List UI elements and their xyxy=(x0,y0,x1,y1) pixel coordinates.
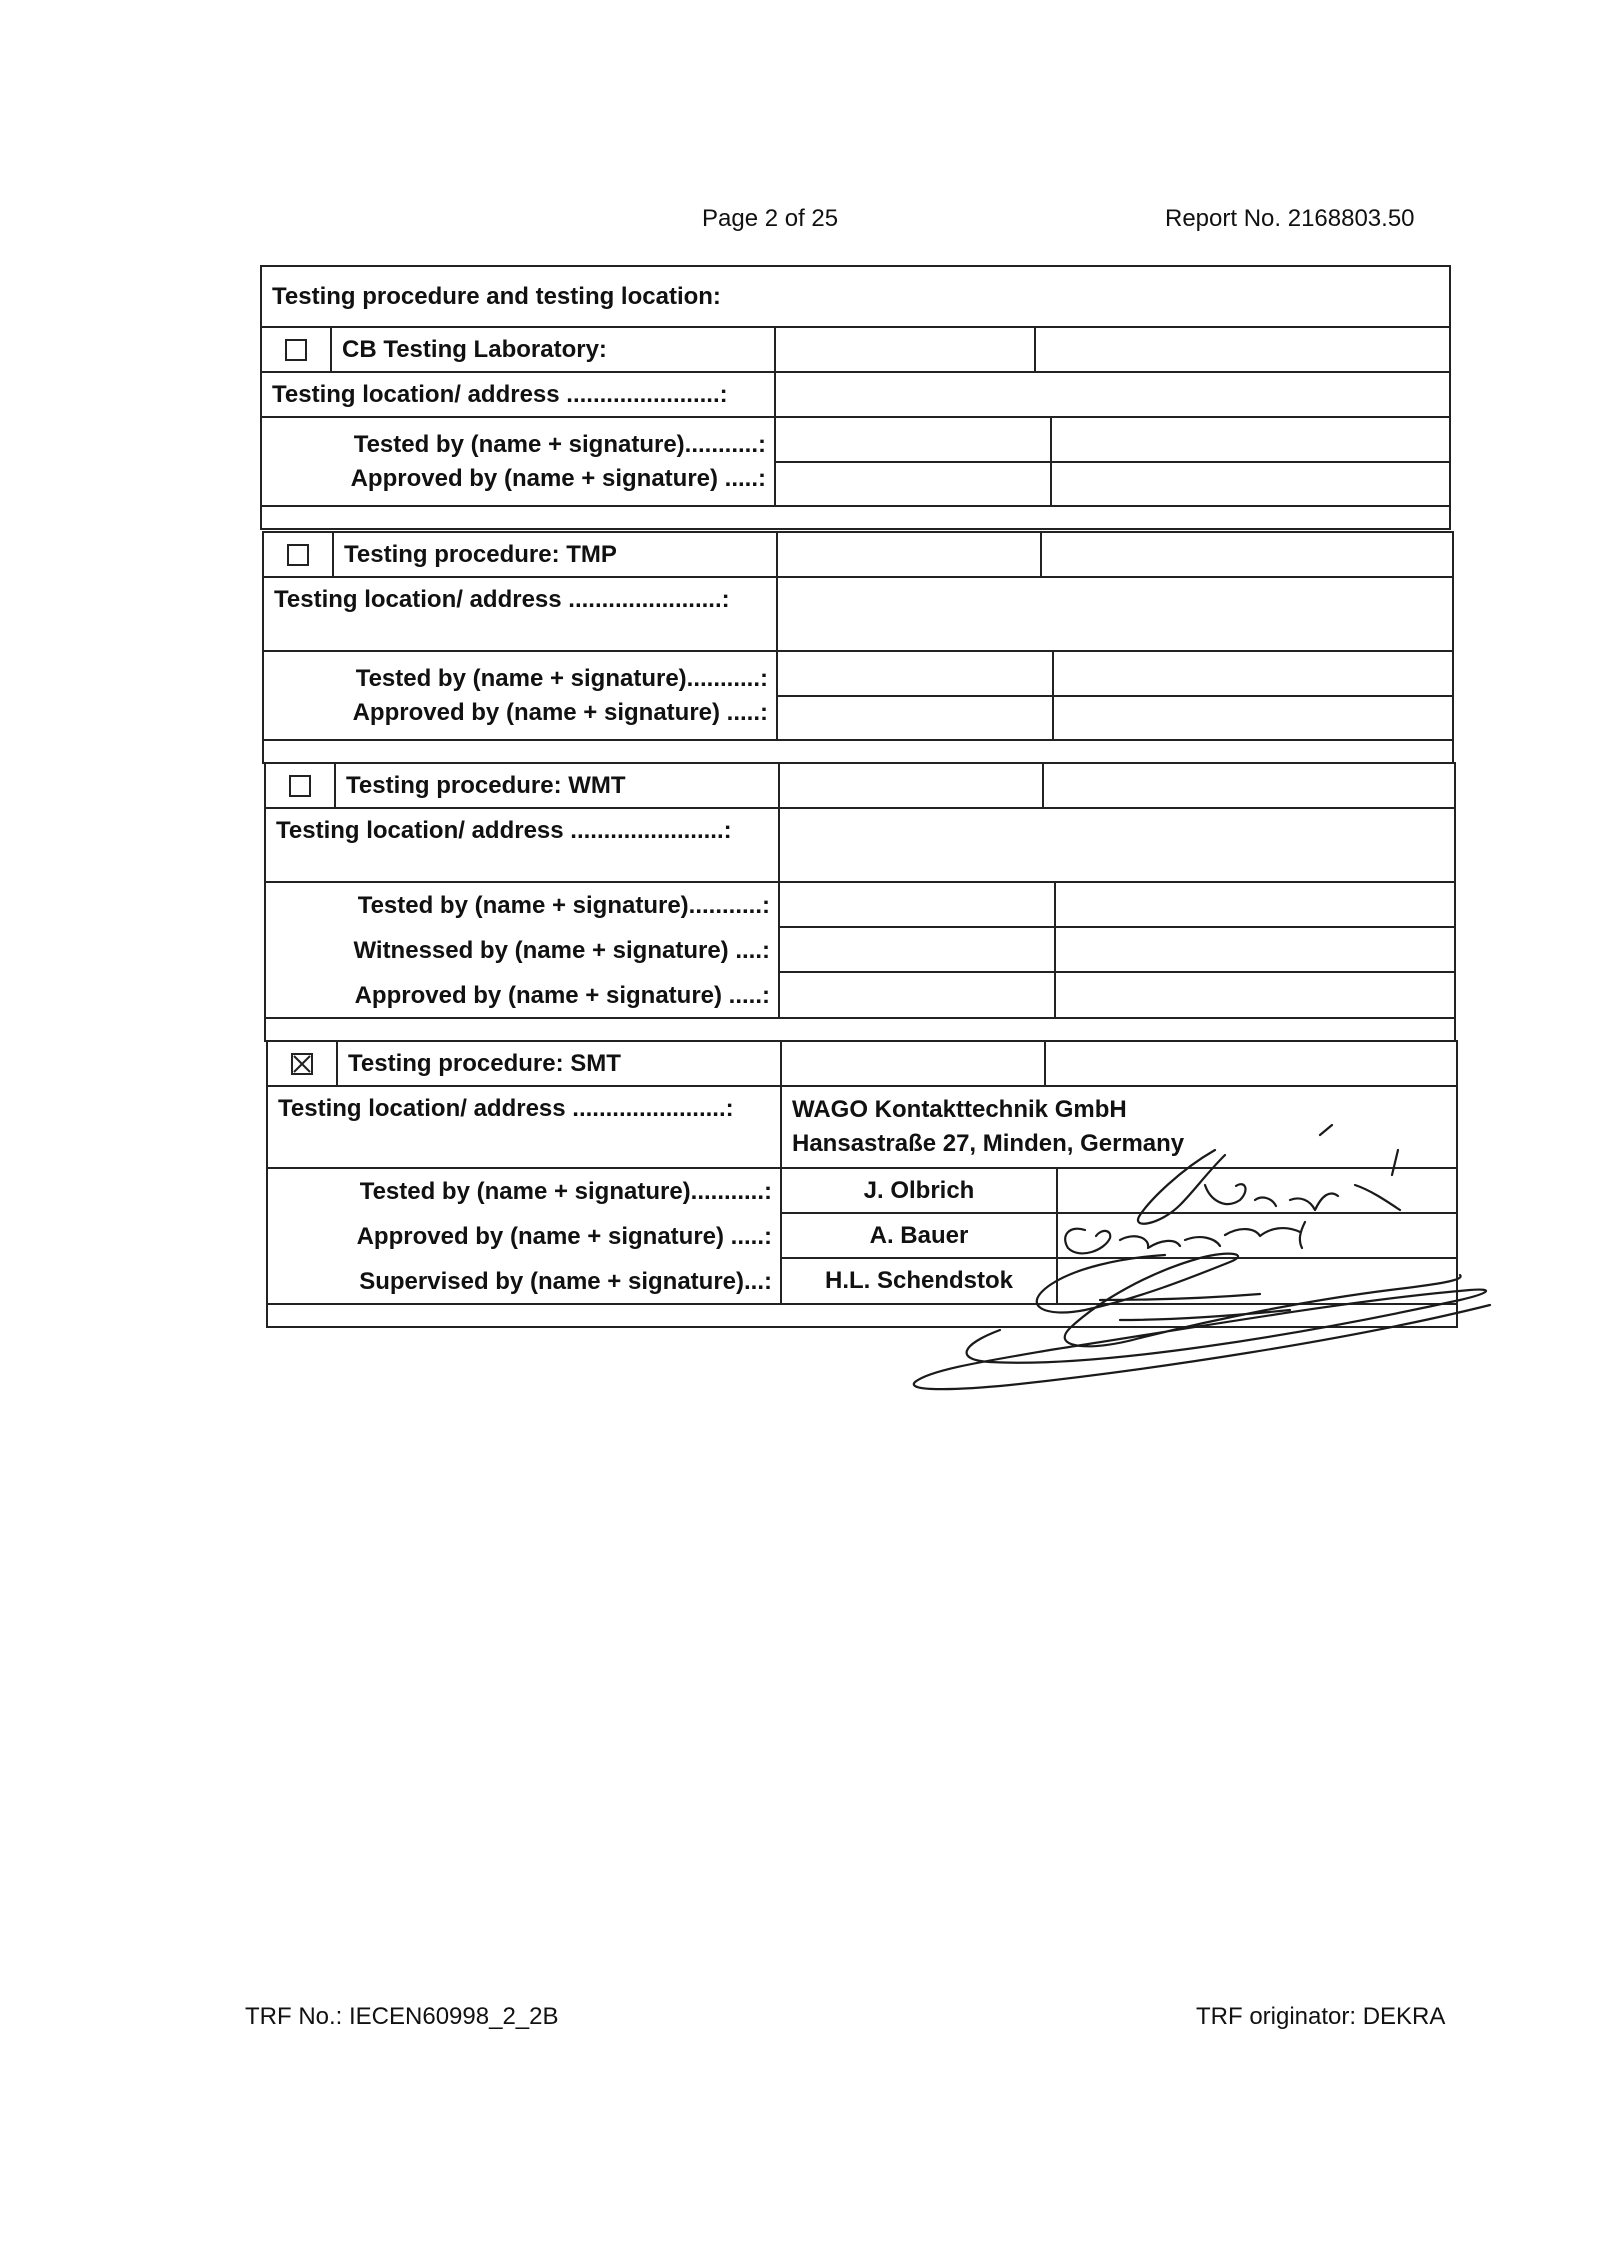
cb-approved-name[interactable] xyxy=(774,461,1052,507)
cb-checkbox-cell xyxy=(260,326,332,373)
cb-heading-value[interactable] xyxy=(774,326,1451,373)
wmt-approved-name[interactable] xyxy=(778,971,1056,1019)
smt-signers-label-cell xyxy=(266,1167,782,1305)
smt-heading: Testing procedure: SMT xyxy=(348,1049,621,1077)
cb-location-label-cell xyxy=(260,371,776,418)
cb-location-label: Testing location/ address .......................: xyxy=(272,380,728,408)
smt-tested-signature[interactable] xyxy=(1056,1167,1458,1214)
smt-approved-label: Approved by (name + signature) .....: xyxy=(356,1222,772,1250)
trf-number: TRF No.: IECEN60998_2_2B xyxy=(245,2003,559,2030)
smt-tested-name-text: J. Olbrich xyxy=(863,1176,975,1204)
smt-location-line1: WAGO Kontakttechnik GmbH xyxy=(792,1096,1127,1123)
tmp-signers-label-cell xyxy=(262,650,778,741)
cb-approved-label: Approved by (name + signature) .....: xyxy=(350,464,766,492)
tmp-spacer-row xyxy=(262,739,1454,764)
tmp-heading-value[interactable] xyxy=(776,531,1454,578)
wmt-spacer-row xyxy=(264,1017,1456,1042)
smt-checkbox-cell xyxy=(266,1040,338,1087)
tmp-heading: Testing procedure: TMP xyxy=(344,540,617,568)
smt-location-value[interactable] xyxy=(780,1085,1458,1169)
smt-supervised-name-text: H.L. Schendstok xyxy=(824,1267,1014,1294)
wmt-witnessed-name[interactable] xyxy=(778,926,1056,973)
smt-approved-signature[interactable] xyxy=(1056,1212,1458,1259)
tmp-approved-label: Approved by (name + signature) .....: xyxy=(352,698,768,726)
tmp-checkbox[interactable] xyxy=(287,544,309,566)
smt-tested-label: Tested by (name + signature)...........: xyxy=(359,1177,772,1205)
wmt-heading-value[interactable] xyxy=(778,762,1456,809)
wmt-tested-signature[interactable] xyxy=(1054,881,1456,928)
smt-spacer-row xyxy=(266,1303,1458,1328)
checkbox-cross-icon xyxy=(293,1055,311,1073)
smt-approved-name-text: A. Bauer xyxy=(869,1221,969,1249)
wmt-tested-name[interactable] xyxy=(778,881,1056,928)
tmp-location-label: Testing location/ address .......................: xyxy=(274,586,730,613)
form-title-text: Testing procedure and testing location: xyxy=(272,282,721,310)
wmt-signers-label-cell xyxy=(264,881,780,1019)
trf-originator: TRF originator: DEKRA xyxy=(1196,2003,1446,2030)
smt-supervised-signature[interactable] xyxy=(1056,1257,1458,1305)
smt-location-label-cell xyxy=(266,1085,782,1169)
wmt-location-value[interactable] xyxy=(778,807,1456,883)
cb-signers-label-cell xyxy=(260,416,776,507)
tmp-tested-signature[interactable] xyxy=(1052,650,1454,697)
wmt-tested-label: Tested by (name + signature)...........: xyxy=(357,891,770,919)
smt-tested-name[interactable] xyxy=(780,1167,1058,1214)
wmt-heading: Testing procedure: WMT xyxy=(346,771,626,799)
smt-location-line2: Hansastraße 27, Minden, Germany xyxy=(792,1130,1185,1157)
tmp-checkbox-cell xyxy=(262,531,334,578)
cb-checkbox[interactable] xyxy=(285,339,307,361)
cb-approved-signature[interactable] xyxy=(1050,461,1451,507)
smt-heading-value[interactable] xyxy=(780,1040,1458,1087)
wmt-witnessed-label: Witnessed by (name + signature) ....: xyxy=(353,936,770,964)
wmt-approved-signature[interactable] xyxy=(1054,971,1456,1019)
report-number: Report No. 2168803.50 xyxy=(1165,205,1415,232)
wmt-checkbox[interactable] xyxy=(289,775,311,797)
smt-location-label: Testing location/ address .......................: xyxy=(278,1095,734,1122)
wmt-approved-label: Approved by (name + signature) .....: xyxy=(354,981,770,1009)
tmp-approved-name[interactable] xyxy=(776,695,1054,741)
smt-checkbox[interactable] xyxy=(291,1053,313,1075)
tmp-location-value[interactable] xyxy=(776,576,1454,652)
wmt-checkbox-cell xyxy=(264,762,336,809)
smt-supervised-label: Supervised by (name + signature)...: xyxy=(359,1267,772,1295)
smt-approved-name[interactable] xyxy=(780,1212,1058,1259)
tmp-approved-signature[interactable] xyxy=(1052,695,1454,741)
wmt-location-label: Testing location/ address .......................: xyxy=(276,817,732,844)
wmt-location-label-cell xyxy=(264,807,780,883)
tmp-tested-name[interactable] xyxy=(776,650,1054,697)
tmp-tested-label: Tested by (name + signature)...........: xyxy=(355,664,768,692)
cb-spacer-row xyxy=(260,505,1451,530)
cb-heading: CB Testing Laboratory: xyxy=(342,335,607,363)
tmp-location-label-cell xyxy=(262,576,778,652)
cb-tested-signature[interactable] xyxy=(1050,416,1451,463)
page-number: Page 2 of 25 xyxy=(702,205,839,232)
form-title xyxy=(260,265,1451,328)
cb-tested-name[interactable] xyxy=(774,416,1052,463)
cb-tested-label: Tested by (name + signature)...........: xyxy=(353,430,766,458)
wmt-witnessed-signature[interactable] xyxy=(1054,926,1456,973)
cb-location-value[interactable] xyxy=(774,371,1451,418)
smt-supervised-name[interactable] xyxy=(780,1257,1058,1305)
